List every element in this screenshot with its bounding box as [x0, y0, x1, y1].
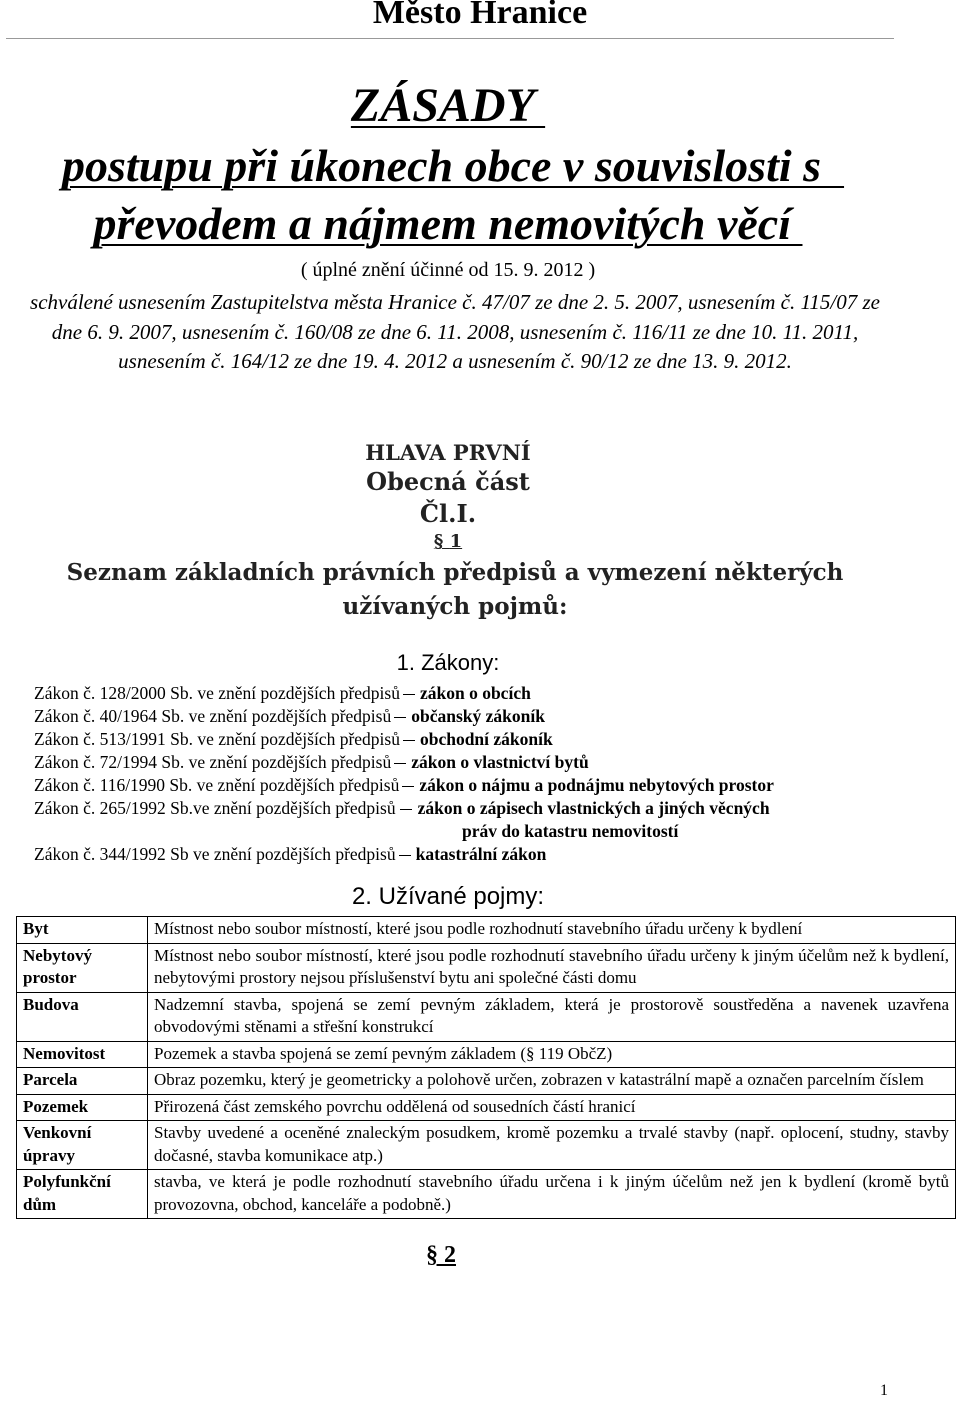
- dash: [403, 694, 415, 695]
- section-2-heading: § 2: [426, 1242, 456, 1268]
- definition-cell: Nadzemní stavba, spojená se zemí pevným základem, která je prostorově soustředěna a navenek uzavřena obvodovými stěnami a střešní konstrukcí: [148, 992, 956, 1041]
- law-ref: Zákon č. 128/2000 Sb. ve znění pozdějších předpisů: [34, 683, 400, 703]
- full-text-note: ( úplné znění účinné od 15. 9. 2012 ): [300, 259, 596, 281]
- term-cell: Polyfunkční dům: [17, 1170, 148, 1219]
- table-row: [17, 1170, 956, 1219]
- dash: [394, 763, 406, 764]
- law-name-continuation: práv do katastru nemovitostí: [462, 821, 679, 841]
- dash: [399, 855, 411, 856]
- law-item: [34, 775, 774, 796]
- term-cell: Venkovní úpravy: [17, 1121, 148, 1170]
- law-ref: Zákon č. 265/1992 Sb.ve znění pozdějších předpisů: [34, 798, 396, 818]
- title-line-3: převodem a nájmem nemovitých věcí: [93, 198, 803, 249]
- table-row: [17, 1094, 956, 1121]
- dash: [394, 717, 406, 718]
- table-row: [17, 917, 956, 944]
- definition-cell: Obraz pozemku, který je geometricky a polohově určen, zobrazen v katastrální mapě a označen parcelním číslem: [148, 1068, 956, 1095]
- definition-cell: Pozemek a stavba spojená se zemí pevným základem (§ 119 ObčZ): [148, 1041, 956, 1068]
- definition-cell: Místnost nebo soubor místností, které jsou podle rozhodnutí stavebního úřadu určeny k bydlení: [148, 917, 956, 944]
- dash: [402, 786, 414, 787]
- dash: [400, 809, 412, 810]
- term-cell: Byt: [17, 917, 148, 944]
- chapter-head: HLAVA PRVNÍ: [365, 440, 531, 465]
- section-number: § 1: [433, 531, 463, 552]
- law-name: občanský zákoník: [411, 706, 545, 726]
- law-item: [34, 683, 531, 704]
- law-name: zákon o nájmu a podnájmu nebytových prostor: [419, 775, 774, 795]
- title-line-2: postupu při úkonech obce v souvislosti s: [61, 140, 845, 191]
- law-ref: Zákon č. 72/1994 Sb. ve znění pozdějších předpisů: [34, 752, 392, 772]
- law-ref: Zákon č. 344/1992 Sb ve znění pozdějších předpisů: [34, 844, 396, 864]
- table-row: [17, 1068, 956, 1095]
- table-row: [17, 1041, 956, 1068]
- law-ref: Zákon č. 40/1964 Sb. ve znění pozdějších předpisů: [34, 706, 392, 726]
- terms-heading: 2. Užívané pojmy:: [351, 883, 545, 910]
- section-title: Seznam základních právních předpisů a vymezení některých užívaných pojmů:: [66, 559, 844, 620]
- definition-cell: Přirozená část zemského povrchu oddělená od sousedních částí hranicí: [148, 1094, 956, 1121]
- definition-cell: Místnost nebo soubor místností, které jsou podle rozhodnutí stavebního úřadu určeny k jiným účelům než k bydlení, nebytovými prostory nejsou příslušenství bytu ani společné části domu: [148, 943, 956, 992]
- term-cell: Nemovitost: [17, 1041, 148, 1068]
- law-ref: Zákon č. 513/1991 Sb. ve znění pozdějších předpisů: [34, 729, 400, 749]
- term-cell: Pozemek: [17, 1094, 148, 1121]
- law-name: zákon o obcích: [419, 683, 531, 703]
- law-item: [34, 752, 589, 773]
- header-divider: [6, 38, 894, 39]
- definition-cell: stavba, ve která je podle rozhodnutí stavebního úřadu určena i k jiným účelům než jen k bydlení (kromě bytů provozovna, obchod, kanceláře a podobně.): [148, 1170, 956, 1219]
- term-cell: Nebytový prostor: [17, 943, 148, 992]
- law-name: zákon o zápisech vlastnických a jiných věcných: [417, 798, 770, 818]
- table-row: [17, 992, 956, 1041]
- town-header: Město Hranice: [372, 0, 588, 31]
- approval-text: schválené usnesením Zastupitelstva města Hranice č. 47/07 ze dne 2. 5. 2007, usnesením č. 115/07 ze dne 6. 9. 2007, usnesením č. 160/08 ze dne 6. 11. 2008, usnesením č. 116/11 ze dne 10. 11. 2011, usnesením č. 164/12 ze dne 19. 4. 2012 a usnesením č. 90/12 ze dne 13. 9. 2012.: [30, 290, 880, 373]
- table-row: [17, 943, 956, 992]
- law-ref: Zákon č. 116/1990 Sb. ve znění pozdějších předpisů: [34, 775, 400, 795]
- law-name: obchodní zákoník: [419, 729, 553, 749]
- law-name: katastrální zákon: [415, 844, 547, 864]
- chapter-name: Obecná část: [366, 467, 530, 496]
- laws-heading: 1. Zákony:: [396, 650, 500, 675]
- article-number: Čl.I.: [419, 499, 477, 528]
- terms-table: [16, 916, 956, 1219]
- term-cell: Parcela: [17, 1068, 148, 1095]
- law-item: [34, 706, 545, 727]
- dash: [403, 740, 415, 741]
- page-number: 1: [880, 1382, 888, 1399]
- table-row: [17, 1121, 956, 1170]
- law-item: [34, 844, 546, 865]
- law-item: [34, 729, 553, 750]
- definition-cell: Stavby uvedené a oceněné znaleckým posudkem, kromě pozemku a trvalé stavby (např. oplocení, studny, stavby dočasné, stavba komunikace atp.): [148, 1121, 956, 1170]
- title-line-1: ZÁSADY: [350, 79, 546, 132]
- law-item: [34, 798, 894, 819]
- term-cell: Budova: [17, 992, 148, 1041]
- law-name: zákon o vlastnictví bytů: [411, 752, 589, 772]
